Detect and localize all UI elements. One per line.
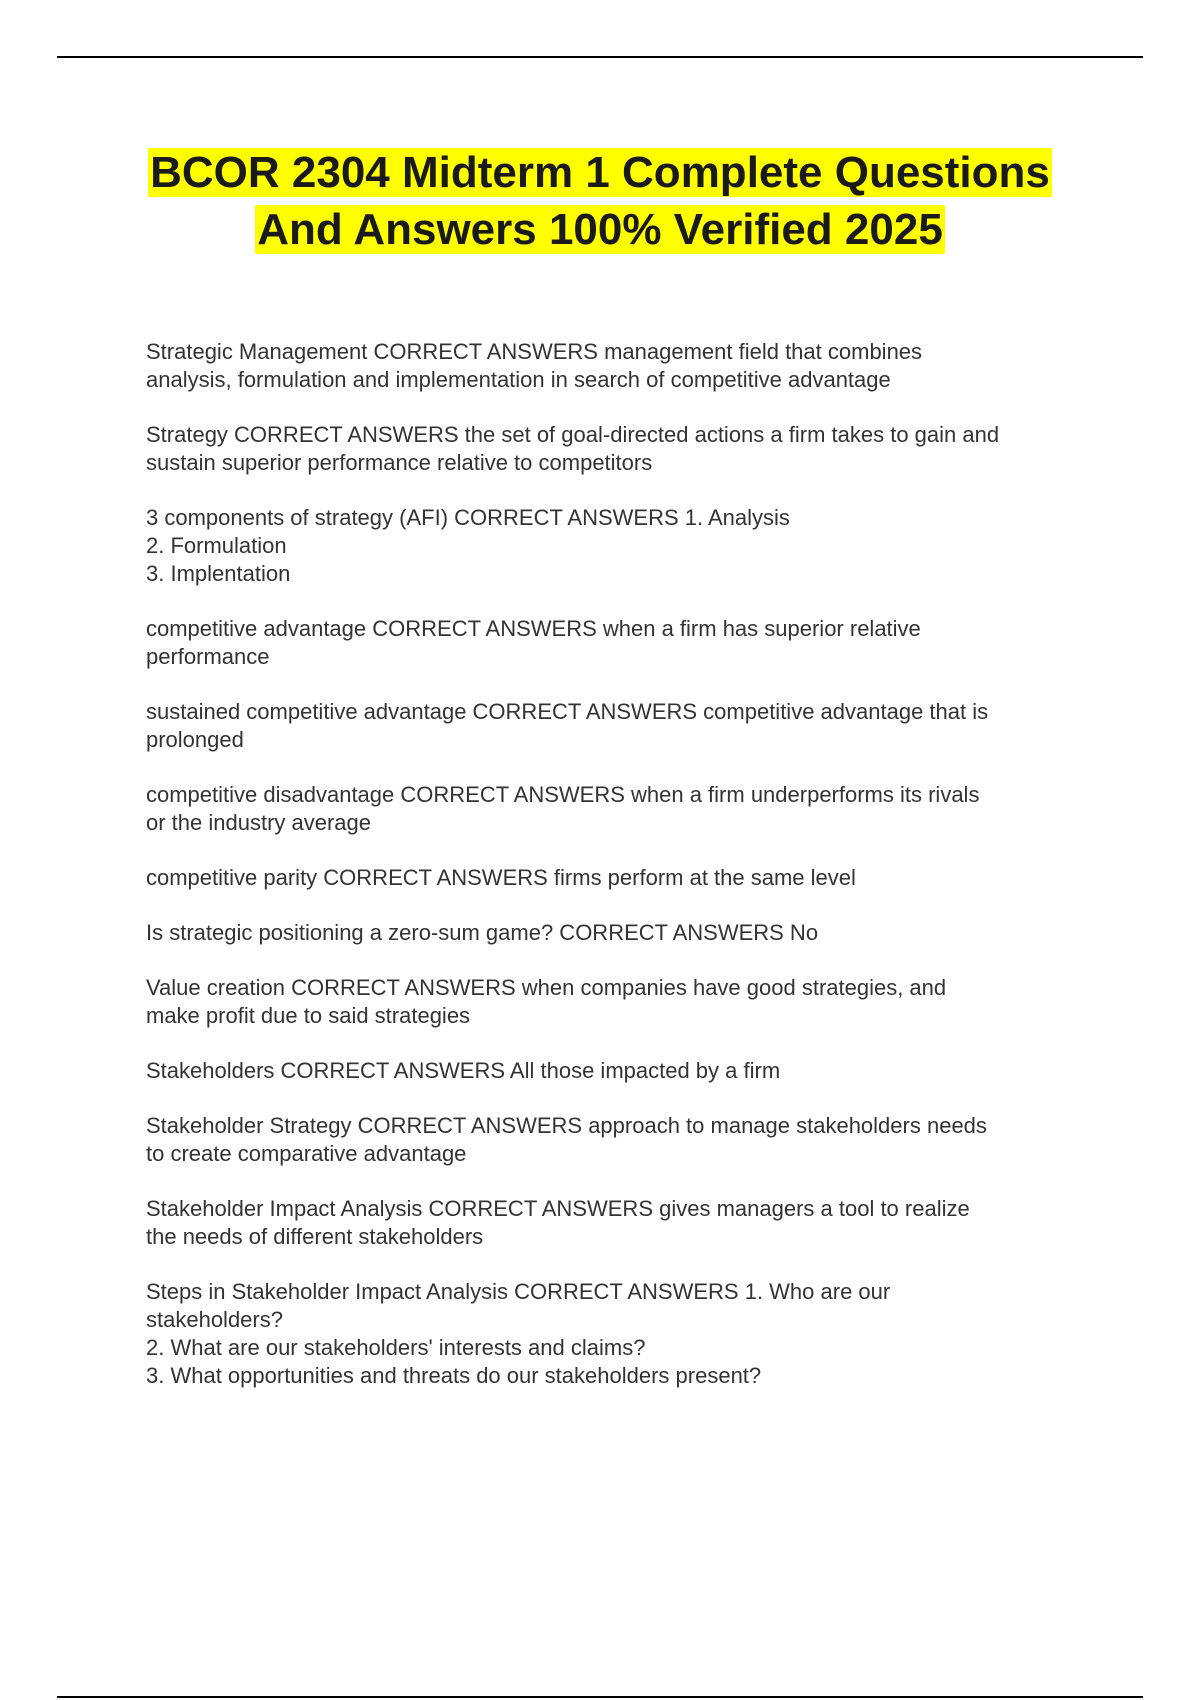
qa-entry-stakeholder-strategy: Stakeholder Strategy CORRECT ANSWERS approach to manage stakeholders needs to create comparative advantage [146, 1113, 987, 1166]
header-rule [57, 56, 1143, 58]
qa-entry-strategy: Strategy CORRECT ANSWERS the set of goal-directed actions a firm takes to gain and sustain superior performance relative to competitors [146, 422, 1000, 475]
qa-entry-stakeholder-impact-analysis: Stakeholder Impact Analysis CORRECT ANSWERS gives managers a tool to realize the needs of different stakeholders [146, 1196, 970, 1249]
document-title [130, 144, 1070, 258]
qa-entry-zero-sum-game: Is strategic positioning a zero-sum game? CORRECT ANSWERS No [146, 920, 819, 945]
qa-entry-competitive-advantage: competitive advantage CORRECT ANSWERS when a firm has superior relative performance [146, 616, 921, 669]
qa-entry-stakeholders: Stakeholders CORRECT ANSWERS All those impacted by a firm [146, 1058, 781, 1083]
footer-rule [57, 1696, 1143, 1698]
title-highlight: BCOR 2304 Midterm 1 Complete Questions And Answers 100% Verified 2025 [150, 148, 1050, 254]
qa-entry-components-of-strategy: 3 components of strategy (AFI) CORRECT ANSWERS 1. Analysis 2. Formulation 3. Implentation [146, 505, 790, 586]
qa-entry-sustained-competitive-advantage: sustained competitive advantage CORRECT ANSWERS competitive advantage that is prolonged [146, 699, 989, 752]
qa-entry-steps-in-impact-analysis: Steps in Stakeholder Impact Analysis CORRECT ANSWERS 1. Who are our stakeholders? 2. What are our stakeholders' interests and claims? 3. What opportunities and threats do our stakeholders present? [146, 1279, 891, 1388]
qa-list [146, 338, 1096, 1417]
qa-entry-strategic-management: Strategic Management CORRECT ANSWERS management field that combines analysis, formulation and implementation in search of competitive advantage [146, 339, 923, 392]
qa-entry-competitive-disadvantage: competitive disadvantage CORRECT ANSWERS when a firm underperforms its rivals or the industry average [146, 782, 980, 835]
qa-entry-competitive-parity: competitive parity CORRECT ANSWERS firms perform at the same level [146, 865, 856, 890]
qa-entry-value-creation: Value creation CORRECT ANSWERS when companies have good strategies, and make profit due to said strategies [146, 975, 947, 1028]
